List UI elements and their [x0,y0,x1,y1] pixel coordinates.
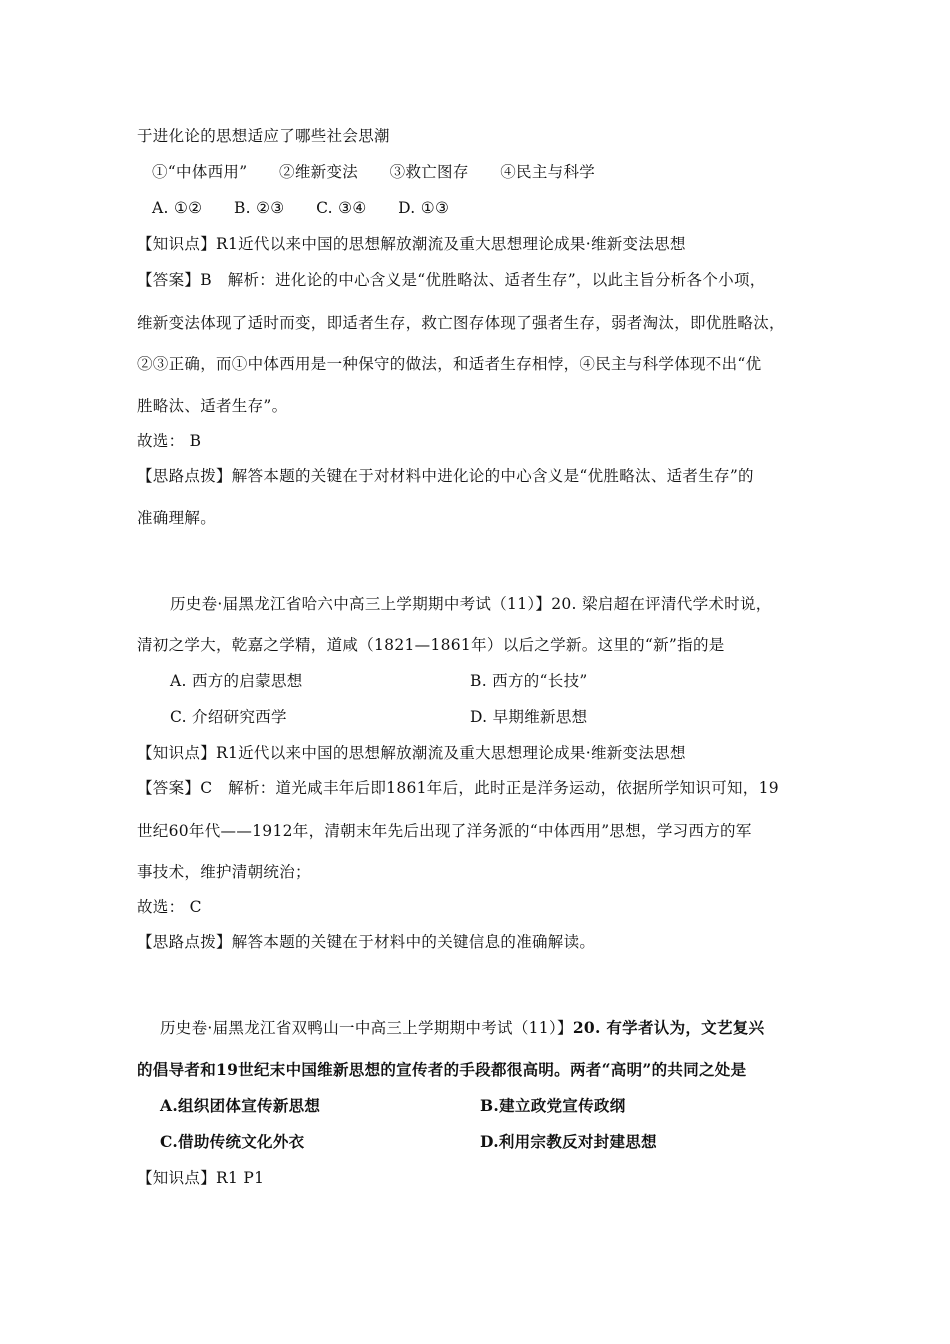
q3-stem-question: 20. 有学者认为，文艺复兴 [572,1018,765,1037]
q1-items: ①“中体西用” ②维新变法 ③救亡图存 ④民主与科学 [152,163,596,181]
q1-answer-line-2: 维新变法体现了适时而变，即适者生存，救亡图存体现了强者生存，弱者淘汰，即优胜略汰， [137,314,785,332]
q2-answer-line-1: 【答案】C 解析：道光咸丰年后即1861年后，此时正是洋务运动，依据所学知识可知，19 [137,779,779,797]
q1-stem-tail: 于进化论的思想适应了哪些社会思潮 [137,127,390,145]
q3-option-b: B.建立政党宣传政纲 [480,1096,626,1115]
q1-tip-line-2: 准确理解。 [137,509,217,527]
q2-stem-line-1: 历史卷·届黑龙江省哈六中高三上学期期中考试（11）】20. 梁启超在评清代学术时说， [170,595,772,613]
q1-answer-line-1: 【答案】B 解析：进化论的中心含义是“优胜略汰、适者生存”，以此主旨分析各个小项， [137,271,766,289]
q2-choice: 故选： C [137,898,202,916]
q1-answer-line-4: 胜略汰、适者生存”。 [137,397,288,415]
q2-option-b: B. 西方的“长技” [470,672,588,690]
q3-stem-line-2: 的倡导者和19世纪末中国维新思想的宣传者的手段都很高明。两者“高明”的共同之处是 [137,1060,747,1079]
q3-option-d: D.利用宗教反对封建思想 [480,1132,657,1151]
q3-option-a: A.组织团体宣传新思想 [160,1096,321,1115]
q2-option-c: C. 介绍研究西学 [170,708,287,726]
q2-option-a: A. 西方的启蒙思想 [170,672,303,690]
q2-option-d: D. 早期维新思想 [470,708,588,726]
q1-answer-line-3: ②③正确，而①中体西用是一种保守的做法，和适者生存相悖，④民主与科学体现不出“优 [137,355,762,373]
q3-stem-line-1 [160,1018,764,1038]
q2-stem-line-2: 清初之学大，乾嘉之学精，道咸（1821—1861年）以后之学新。这里的“新”指的是 [137,636,725,654]
q2-knowledge-point: 【知识点】R1近代以来中国的思想解放潮流及重大思想理论成果·维新变法思想 [137,744,686,762]
q2-answer-line-3: 事技术，维护清朝统治； [137,863,311,881]
q1-options: A. ①② B. ②③ C. ③④ D. ①③ [152,199,450,217]
q3-option-c: C.借助传统文化外衣 [160,1132,305,1151]
q1-tip-line-1: 【思路点拨】解答本题的关键在于对材料中进化论的中心含义是“优胜略汰、适者生存”的 [137,467,754,485]
q1-knowledge-point: 【知识点】R1近代以来中国的思想解放潮流及重大思想理论成果·维新变法思想 [137,235,686,253]
q2-answer-line-2: 世纪60年代——1912年，清朝末年先后出现了洋务派的“中体西用”思想，学习西方的军 [137,822,752,840]
q3-knowledge-point: 【知识点】R1 P1 [137,1169,265,1187]
q2-tip: 【思路点拨】解答本题的关键在于材料中的关键信息的准确解读。 [137,933,596,951]
q3-stem-source: 历史卷·届黑龙江省双鸭山一中高三上学期期中考试（11）】 [160,1019,573,1037]
q1-choice: 故选： B [137,432,202,450]
